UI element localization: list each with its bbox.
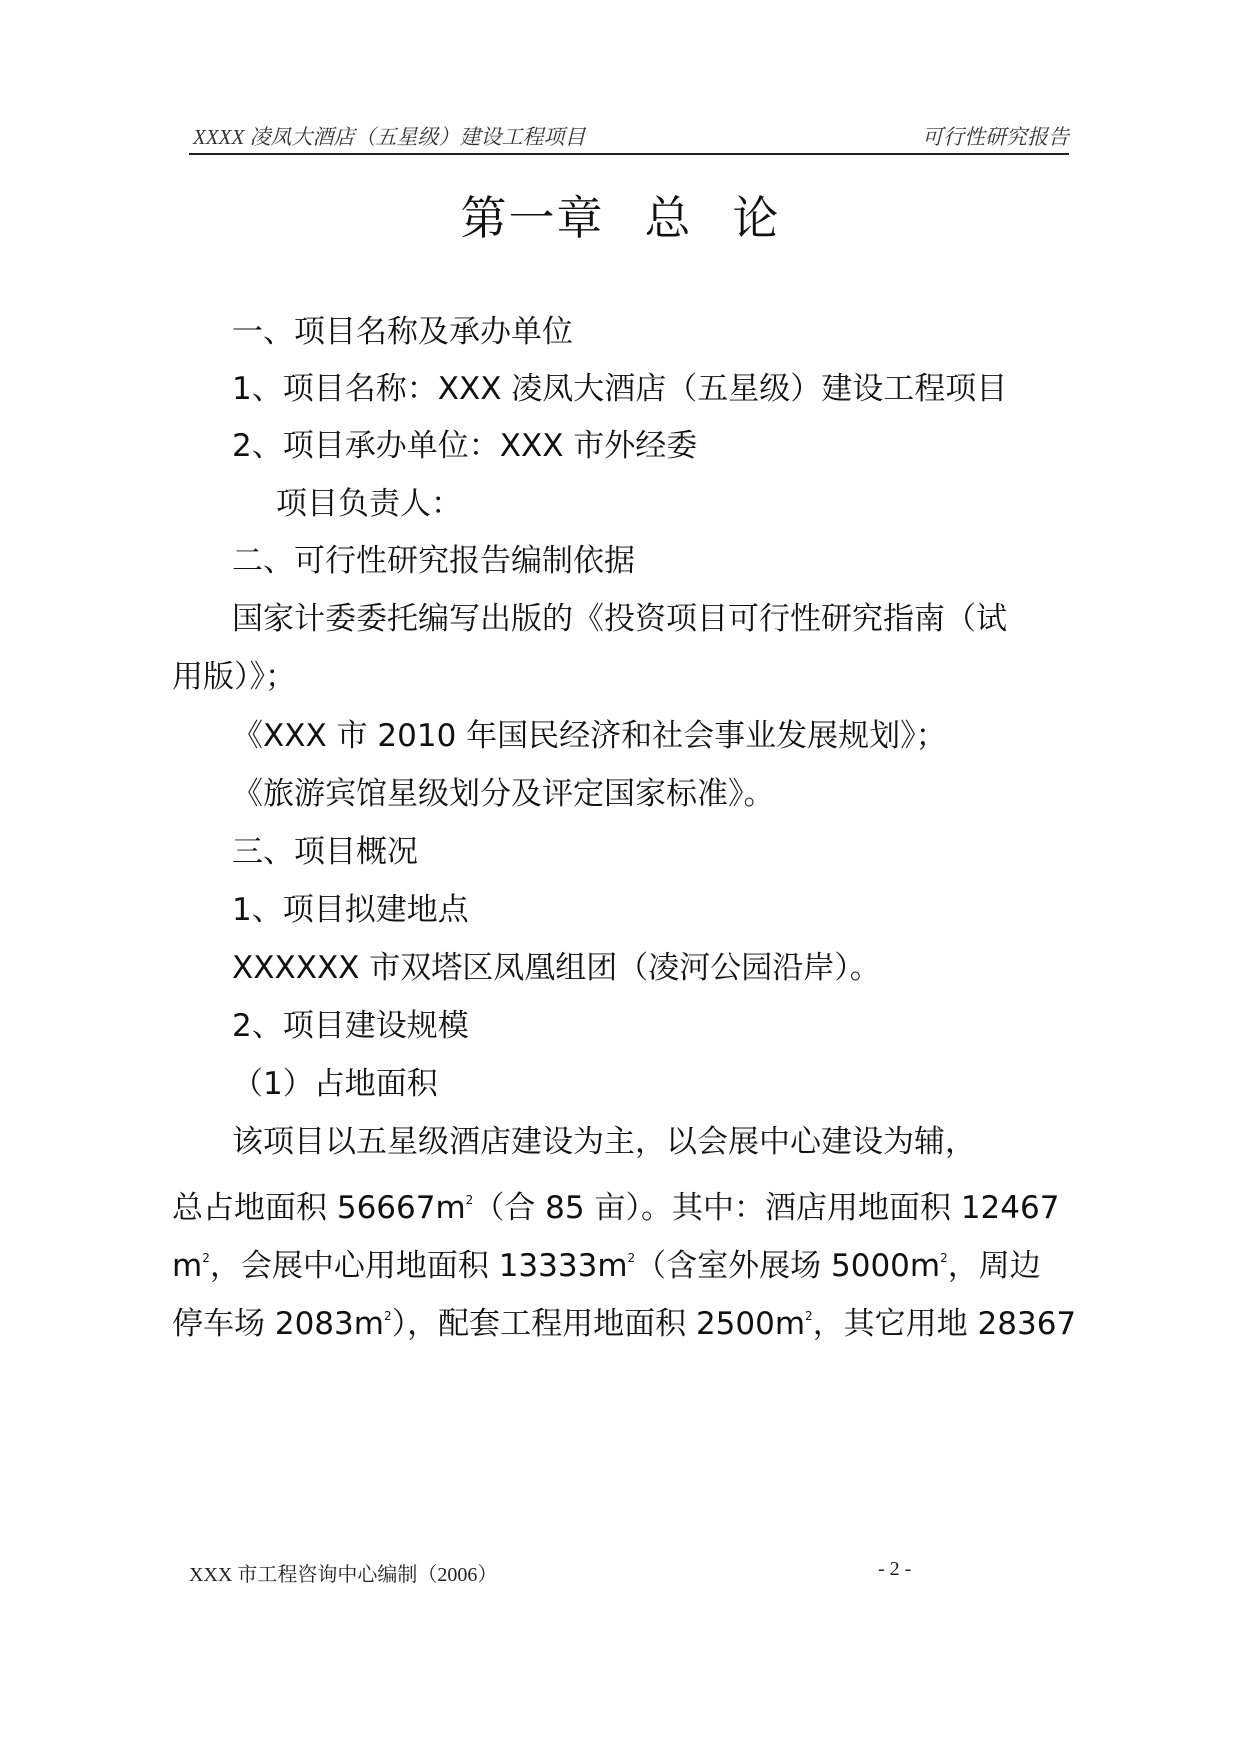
project-leader-line: 项目负责人： bbox=[276, 486, 462, 522]
area-breakdown-text: （合 85 亩）。其中：酒店用地面积 12467 bbox=[473, 1190, 1060, 1226]
header-report-type: 可行性研究报告 bbox=[922, 125, 1069, 149]
superscript-2: 2 bbox=[202, 1251, 210, 1265]
paragraph-line-1: 该项目以五星级酒店建设为主，以会展中心建设为辅， bbox=[232, 1124, 976, 1160]
land-area-heading: （1）占地面积 bbox=[232, 1066, 438, 1102]
reference-2: 《XXX 市 2010 年国民经济和社会事业发展规划》； bbox=[232, 718, 947, 754]
page-header bbox=[189, 119, 1069, 155]
exhibition-area-text: ，会展中心用地面积 13333m bbox=[209, 1248, 628, 1284]
chapter-title-part3: 论 bbox=[732, 191, 781, 245]
page-number: - 2 - bbox=[878, 1558, 912, 1580]
scale-heading: 2、项目建设规模 bbox=[232, 1008, 469, 1044]
section-3-heading: 三、项目概况 bbox=[232, 834, 418, 870]
total-area-text: 总占地面积 56667m bbox=[172, 1190, 466, 1226]
chapter-title-part2: 总 bbox=[644, 191, 693, 245]
reference-1-line-2: 用版）》； bbox=[172, 659, 296, 695]
other-area-text: ，其它用地 28367 bbox=[812, 1306, 1077, 1342]
header-project-name: XXXX 凌凤大酒店（五星级）建设工程项目 bbox=[193, 125, 586, 149]
chapter-title-part1: 第一章 bbox=[460, 191, 605, 245]
parking-area-text: 停车场 2083m bbox=[172, 1306, 384, 1342]
project-organizer-line: 2、项目承办单位：XXX 市外经委 bbox=[232, 428, 698, 464]
footer-publisher: XXX 市工程咨询中心编制（2006） bbox=[189, 1564, 498, 1586]
project-name-line: 1、项目名称：XXX 凌凤大酒店（五星级）建设工程项目 bbox=[232, 371, 1008, 407]
superscript-2: 2 bbox=[383, 1309, 392, 1323]
paragraph-line-3 bbox=[172, 1238, 1041, 1286]
superscript-2: 2 bbox=[805, 1309, 813, 1323]
surrounding-text: ，周边 bbox=[947, 1248, 1041, 1284]
outdoor-area-text: （含室外展场 5000m bbox=[635, 1248, 941, 1284]
paragraph-line-2 bbox=[172, 1180, 1059, 1228]
reference-1-line-1: 国家计委委托编写出版的《投资项目可行性研究指南（试 bbox=[232, 601, 1007, 637]
chapter-title bbox=[0, 182, 1241, 248]
unit-m-text: m bbox=[172, 1248, 203, 1284]
superscript-2: 2 bbox=[940, 1251, 948, 1265]
reference-3: 《旅游宾馆星级划分及评定国家标准》。 bbox=[232, 776, 775, 812]
superscript-2: 2 bbox=[465, 1193, 474, 1207]
section-1-heading: 一、项目名称及承办单位 bbox=[232, 314, 573, 350]
location-heading: 1、项目拟建地点 bbox=[232, 892, 469, 928]
supporting-area-text: ），配套工程用地面积 2500m bbox=[391, 1306, 806, 1342]
section-2-heading: 二、可行性研究报告编制依据 bbox=[232, 543, 635, 579]
location-text: XXXXXX 市双塔区凤凰组团（凌河公园沿岸）。 bbox=[232, 950, 881, 986]
paragraph-line-4 bbox=[172, 1296, 1076, 1344]
superscript-2: 2 bbox=[627, 1251, 636, 1265]
